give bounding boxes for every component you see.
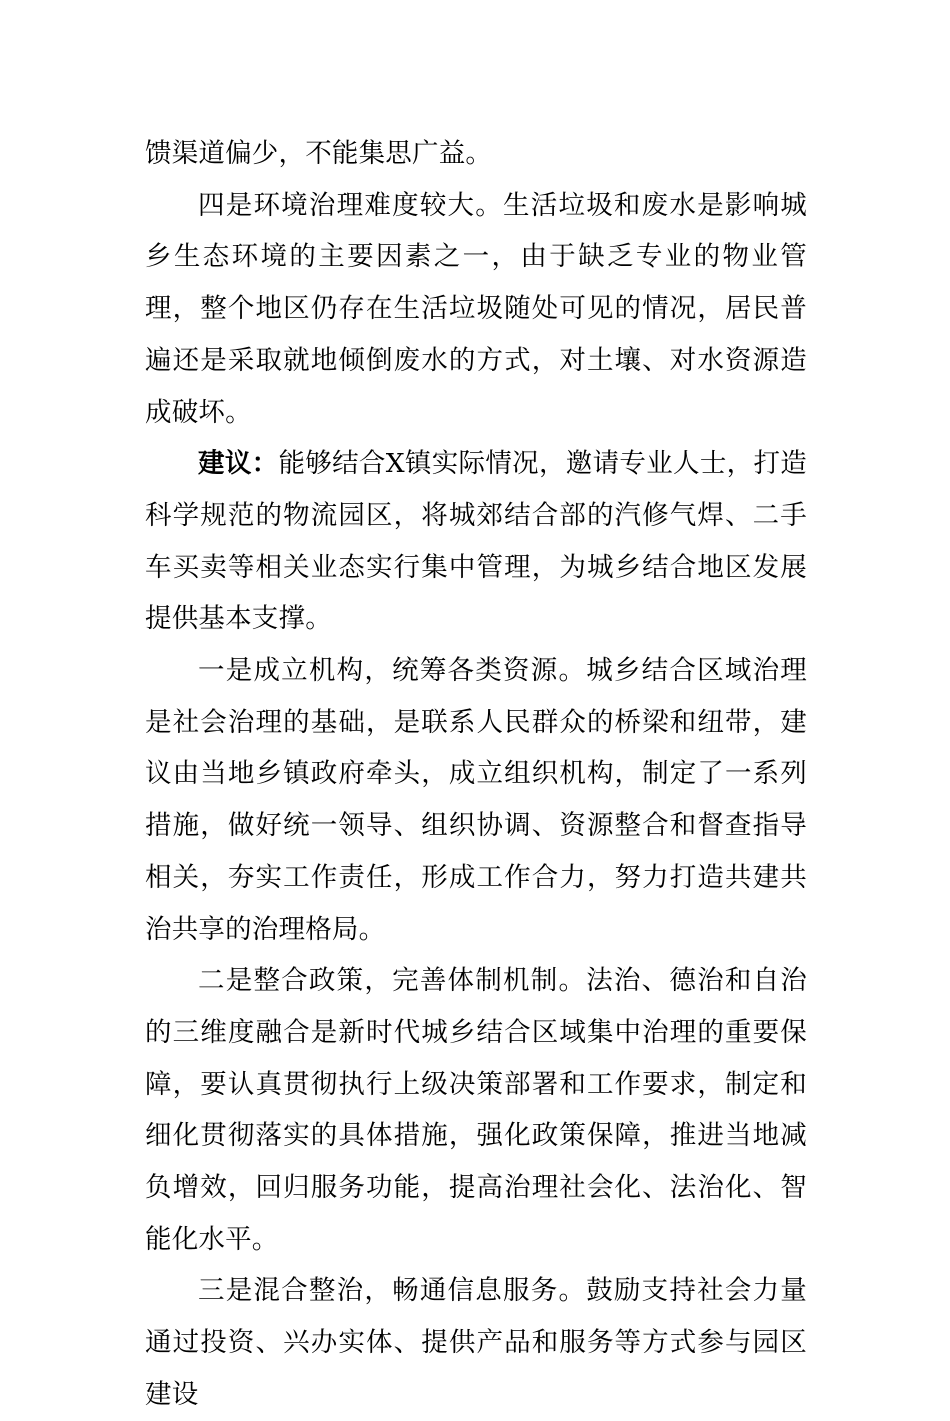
paragraph-suggestion xyxy=(145,438,807,645)
paragraph-text: 馈渠道偏少，不能集思广益。 xyxy=(145,138,493,169)
paragraph-establish-institution xyxy=(145,645,807,955)
paragraph-lead-label: 建议： xyxy=(198,448,279,480)
paragraph-text: 能够结合X镇实际情况，邀请专业人士，打造科学规范的物流园区，将城郊结合部的汽修气焊、二手车买卖等相关业态实行集中管理，为城乡结合地区发展提供基本支撑。 xyxy=(145,448,807,635)
paragraph-text: 三是混合整治，畅通信息服务。鼓励支持社会力量通过投资、兴办实体、提供产品和服务等方式参与园区建设 xyxy=(145,1275,807,1410)
paragraph-feedback-continued xyxy=(145,128,807,180)
paragraph-text: 二是整合政策，完善体制机制。法治、德治和自治的三维度融合是新时代城乡结合区域集中治理的重要保障，要认真贯彻执行上级决策部署和工作要求，制定和细化贯彻落实的具体措施，强化政策保障，推进当地减负增效，回归服务功能，提高治理社会化、法治化、智能化水平。 xyxy=(145,965,807,1255)
document-body xyxy=(145,128,807,1421)
paragraph-text: 四是环境治理难度较大。生活垃圾和废水是影响城乡生态环境的主要因素之一，由于缺乏专业的物业管理，整个地区仍存在生活垃圾随处可见的情况，居民普遍还是采取就地倾倒废水的方式，对土壤、对水资源造成破坏。 xyxy=(145,189,807,428)
paragraph-mixed-rectification xyxy=(145,1265,807,1420)
paragraph-integrate-policy xyxy=(145,955,807,1265)
paragraph-text: 一是成立机构，统筹各类资源。城乡结合区域治理是社会治理的基础，是联系人民群众的桥梁和纽带，建议由当地乡镇政府牵头，成立组织机构，制定了一系列措施，做好统一领导、组织协调、资源整合和督查指导相关，夯实工作责任，形成工作合力，努力打造共建共治共享的治理格局。 xyxy=(145,655,807,945)
paragraph-environment-governance xyxy=(145,180,807,439)
